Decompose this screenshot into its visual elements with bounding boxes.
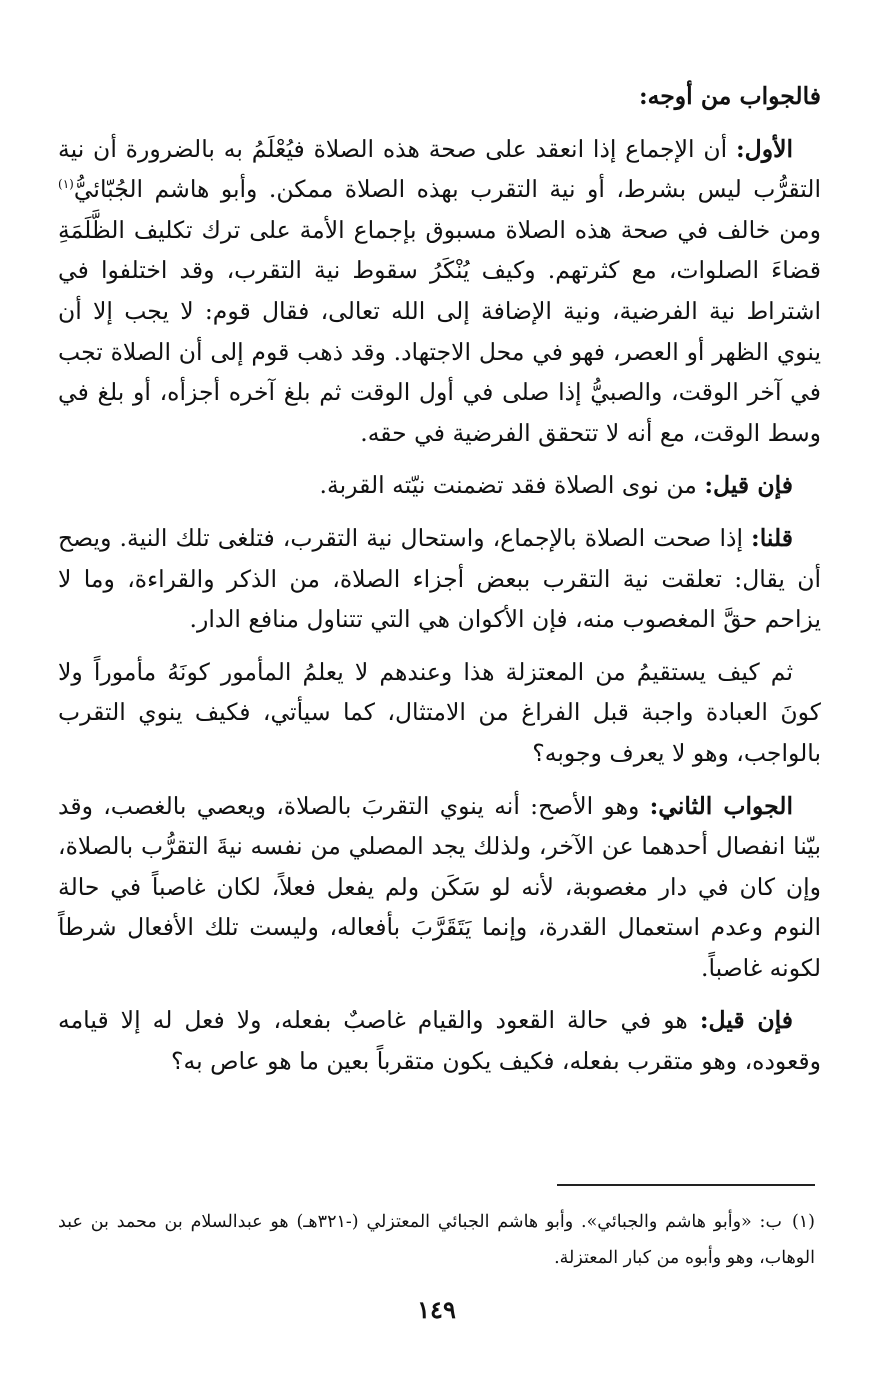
footnote-reference[interactable]: (١) <box>58 177 74 192</box>
footnote-number: (١) <box>791 1212 815 1232</box>
paragraph-objection <box>58 465 821 506</box>
paragraph-label: الأول: <box>735 134 793 163</box>
main-text <box>58 76 821 1094</box>
paragraph-text: من نوى الصلاة فقد تضمنت نيّته القربة. <box>319 471 705 500</box>
paragraph-text: هو في حالة القعود والقيام غاصبٌ بفعله، ولا فعل له إلا قيامه وقعوده، وهو متقرب بفعله، فكيف يكون متقرباً بعين ما هو عاص به؟ <box>58 1006 821 1076</box>
paragraph-reply <box>58 518 821 640</box>
paragraph-text: إذا صحت الصلاة بالإجماع، واستحال نية التقرب، فتلغى تلك النية. ويصح أن يقال: تعلقت نية التقرب ببعض أجزاء الصلاة، من الذكر والقراءة، وما لا يزاحم حقَّ المغصوب منه، فإن الأكوان هي التي تتناول منافع الدار. <box>58 523 821 634</box>
page-number: ١٤٩ <box>417 1295 456 1324</box>
paragraph-text: وهو الأصح: أنه ينوي التقربَ بالصلاة، ويعصي بالغصب، وقد بيّنا انفصال أحدهما عن الآخر، ولذلك يجد المصلي من نفسه نيةَ التقرُّب بالصلاة، وإن كان في دار مغصوبة، لأنه لو سَكَن ولم يفعل فعلاً، لكان غاصباً في حالة النوم وعدم استعمال القدرة، وإنما يَتَقَرَّبَ بأفعاله، وليست تلك الأفعال شرطاً لكونه غاصباً. <box>58 791 821 982</box>
paragraph-mutazila <box>58 652 821 774</box>
paragraph-label: الجواب الثاني: <box>649 791 793 820</box>
footnote-divider <box>557 1184 815 1186</box>
paragraph-text: ثم كيف يستقيمُ من المعتزلة هذا وعندهم لا يعلمُ المأمور كونَهُ مأموراً ولا كونَ العبادة واجبة قبل الفراغ من الامتثال، كما سيأتي، فكيف ينوي التقرب بالواجب، وهو لا يعرف وجوبه؟ <box>58 657 821 767</box>
paragraph-label: فإن قيل: <box>704 471 793 500</box>
paragraph-label: قلنا: <box>751 523 793 552</box>
footnote <box>58 1204 815 1276</box>
paragraph-first-answer <box>58 129 821 454</box>
footnote-text: ب: «وأبو هاشم والجبائي». وأبو هاشم الجبائي المعتزلي (-٣٢١هـ) هو عبدالسلام بن محمد بن عبد الوهاب، وهو وأبوه من كبار المعتزلة. <box>58 1212 815 1268</box>
section-heading: فالجواب من أوجه: <box>638 82 821 110</box>
paragraph-text: أن الإجماع إذا انعقد على صحة هذه الصلاة فيُعْلَمُ به بالضرورة أن نية التقرُّب ليس بشرط، أو نية التقرب بهذه الصلاة ممكن. وأبو هاشم الجُبّائيُّ <box>58 134 821 204</box>
paragraph-second-answer <box>58 786 821 989</box>
paragraph-label: فإن قيل: <box>699 1006 793 1035</box>
paragraph-text: ومن خالف في صحة هذه الصلاة مسبوق بإجماع الأمة على ترك تكليف الظَّلَمَةِ قضاءَ الصلوات، مع كثرتهم. وكيف يُنْكَرُ سقوط نية التقرب، وقد اختلفوا في اشتراط نية الفرضية، ونية الإضافة إلى الله تعالى، فقال قوم: لا يجب إلا أن ينوي الظهر أو العصر، فهو في محل الاجتهاد. وقد ذهب قوم إلى أن الصلاة تجب في آخر الوقت، والصبيُّ إذا صلى في أول الوقت ثم بلغ آخره أجزأه، أو بلغ في وسط الوقت، مع أنه لا تتحقق الفرضية في حقه. <box>58 215 821 447</box>
paragraph-objection-2 <box>58 1000 821 1081</box>
